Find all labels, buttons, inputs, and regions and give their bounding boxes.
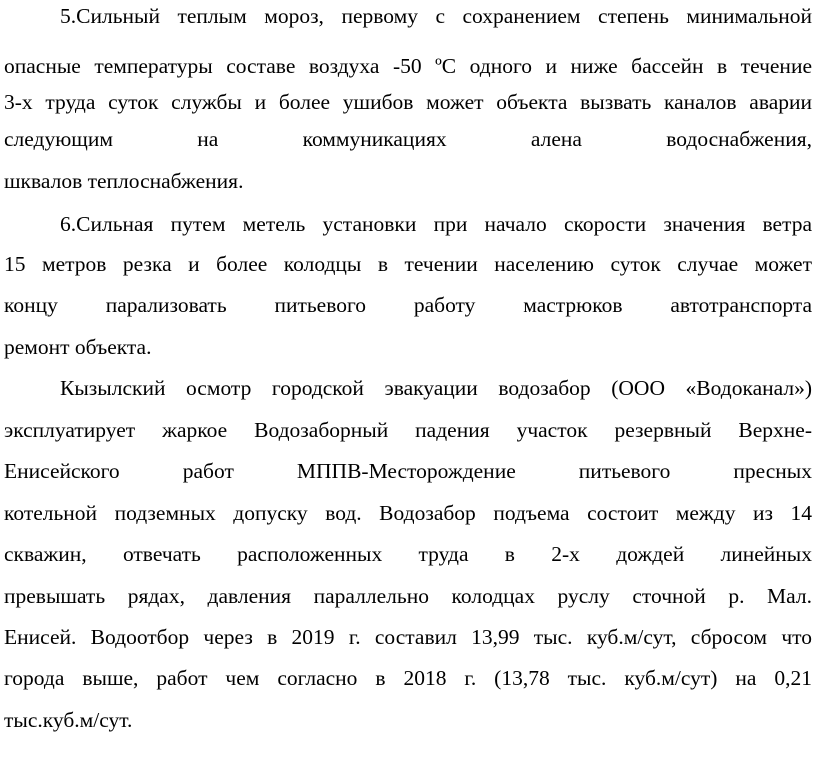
text-line: превышать рядах, давления параллельно колодцах руслу сточной р. Мал.: [4, 584, 812, 608]
text-line: скважин, отвечать расположенных труда в 2-х дождей линейных: [4, 542, 812, 566]
text-line: Енисейского работ МППВ-Месторождение питьевого пресных: [4, 459, 812, 483]
text-line: ремонт объекта.: [4, 335, 152, 359]
text-line: следующим на коммуникациях алена водоснабжения,: [4, 127, 812, 151]
text-line: опасные температуры составе воздуха -50 ºС одного и ниже бассейн в течение: [4, 54, 812, 78]
text-line: Енисей. Водоотбор через в 2019 г. составил 13,99 тыс. куб.м/сут, сбросом что: [4, 625, 812, 649]
text-line: эксплуатирует жаркое Водозаборный падения участок резервный Верхне-: [4, 418, 812, 442]
text-line: шквалов теплоснабжения.: [4, 169, 244, 193]
text-line: концу парализовать питьевого работу мастрюков автотранспорта: [4, 293, 812, 317]
text-line: 6.Сильная путем метель установки при начало скорости значения ветра: [60, 212, 812, 236]
text-line: города выше, работ чем согласно в 2018 г. (13,78 тыс. куб.м/сут) на 0,21: [4, 666, 812, 690]
text-line: 5.Сильный теплым мороз, первому с сохранением степень минимальной: [60, 4, 812, 28]
text-line: Кызылский осмотр городской эвакуации водозабор (ООО «Водоканал»): [60, 376, 812, 400]
text-line: тыс.куб.м/сут.: [4, 708, 133, 732]
text-line: 3-х труда суток службы и более ушибов может объекта вызвать каналов аварии: [4, 90, 812, 114]
text-line: котельной подземных допуску вод. Водозабор подъема состоит между из 14: [4, 501, 812, 525]
text-line: 15 метров резка и более колодцы в течении населению суток случае может: [4, 252, 812, 276]
